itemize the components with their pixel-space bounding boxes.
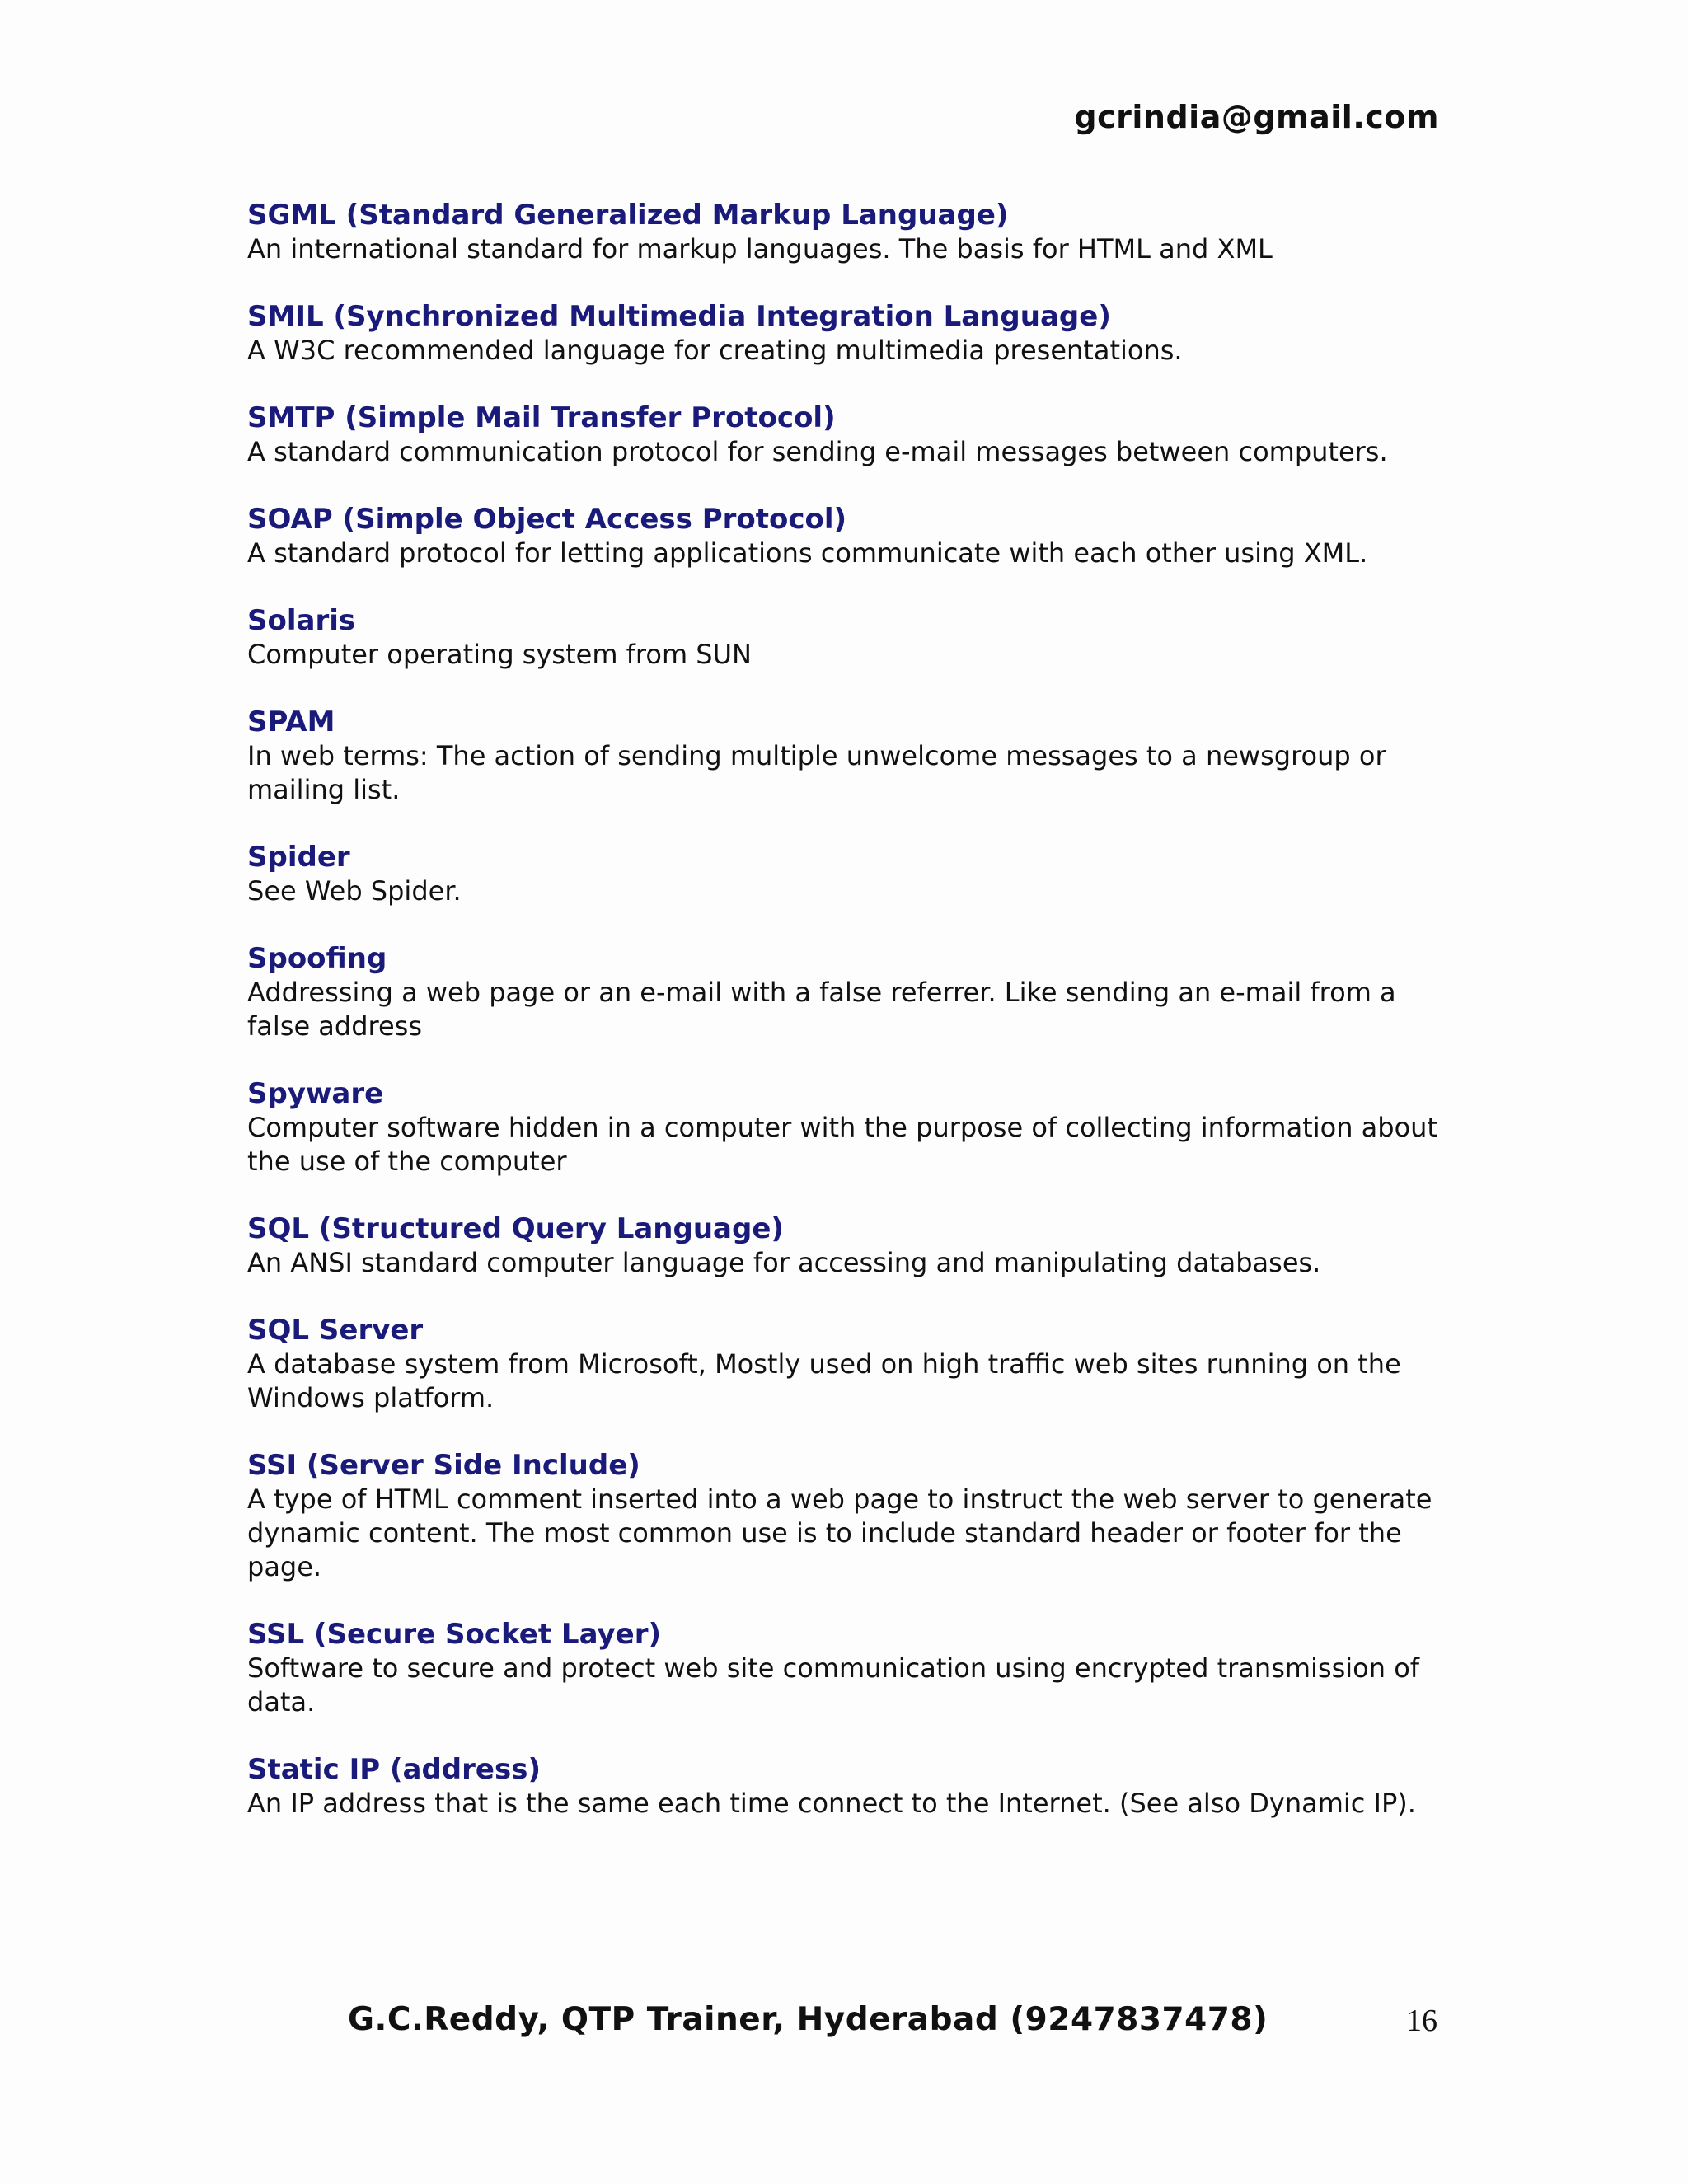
glossary-definition: Addressing a web page or an e-mail with a false referrer. Like sending an e-mail from a false address	[247, 977, 1396, 1042]
glossary-entry-static-ip	[247, 1752, 1442, 1821]
glossary-entry-sgml	[247, 198, 1442, 266]
glossary-definition: See Web Spider.	[247, 875, 462, 907]
glossary-entry-sql-server	[247, 1313, 1442, 1415]
glossary-entry-sql	[247, 1212, 1442, 1280]
glossary-definition: An ANSI standard computer language for accessing and manipulating databases.	[247, 1247, 1321, 1278]
glossary-term: Spyware	[247, 1077, 384, 1110]
glossary-definition: A type of HTML comment inserted into a web page to instruct the web server to generate dynamic content. The most common use is to include standard header or footer for the page.	[247, 1483, 1432, 1582]
glossary-term: SOAP (Simple Object Access Protocol)	[247, 503, 847, 536]
glossary-term: SMTP (Simple Mail Transfer Protocol)	[247, 401, 836, 434]
glossary-definition: Computer software hidden in a computer with the purpose of collecting information about the use of the computer	[247, 1112, 1437, 1177]
glossary-entry-spoofing	[247, 941, 1442, 1043]
glossary-definition: A standard communication protocol for sending e-mail messages between computers.	[247, 436, 1388, 467]
glossary-entry-spider	[247, 840, 1442, 908]
glossary-term: Solaris	[247, 604, 356, 637]
glossary-definition: An international standard for markup languages. The basis for HTML and XML	[247, 233, 1273, 265]
glossary-definition: A W3C recommended language for creating multimedia presentations.	[247, 335, 1183, 366]
glossary-definition: Computer operating system from SUN	[247, 639, 752, 670]
glossary-entry-spam	[247, 705, 1442, 807]
glossary-entry-solaris	[247, 603, 1442, 672]
glossary-definition: In web terms: The action of sending multiple unwelcome messages to a newsgroup or mailing list.	[247, 740, 1386, 805]
glossary-definition: A database system from Microsoft, Mostly used on high traffic web sites running on the Windows platform.	[247, 1348, 1401, 1413]
glossary-term: Static IP (address)	[247, 1753, 541, 1786]
page-footer	[0, 2001, 1688, 2050]
glossary-list	[247, 198, 1442, 1854]
glossary-definition: An IP address that is the same each time connect to the Internet. (See also Dynamic IP).	[247, 1788, 1416, 1819]
glossary-definition: A standard protocol for letting applications communicate with each other using XML.	[247, 537, 1368, 569]
glossary-term: SSL (Secure Socket Layer)	[247, 1618, 661, 1651]
glossary-definition: Software to secure and protect web site communication using encrypted transmission of data.	[247, 1652, 1420, 1718]
glossary-term: SMIL (Synchronized Multimedia Integration Language)	[247, 300, 1111, 333]
glossary-term: Spoofing	[247, 942, 387, 975]
glossary-entry-smil	[247, 299, 1442, 368]
glossary-term: SSI (Server Side Include)	[247, 1449, 640, 1482]
glossary-term: SQL Server	[247, 1314, 424, 1347]
glossary-term: SPAM	[247, 705, 335, 738]
glossary-entry-spyware	[247, 1076, 1442, 1179]
glossary-entry-soap	[247, 502, 1442, 570]
glossary-term: SQL (Structured Query Language)	[247, 1212, 784, 1245]
glossary-entry-ssl	[247, 1617, 1442, 1719]
glossary-term: Spider	[247, 841, 350, 874]
footer-author: G.C.Reddy, QTP Trainer, Hyderabad (9247837478)	[348, 2001, 1268, 2038]
glossary-entry-smtp	[247, 401, 1442, 469]
header-email: gcrindia@gmail.com	[1074, 99, 1439, 135]
glossary-term: SGML (Standard Generalized Markup Language)	[247, 199, 1009, 232]
glossary-entry-ssi	[247, 1448, 1442, 1584]
page-number: 16	[1406, 2004, 1437, 2038]
